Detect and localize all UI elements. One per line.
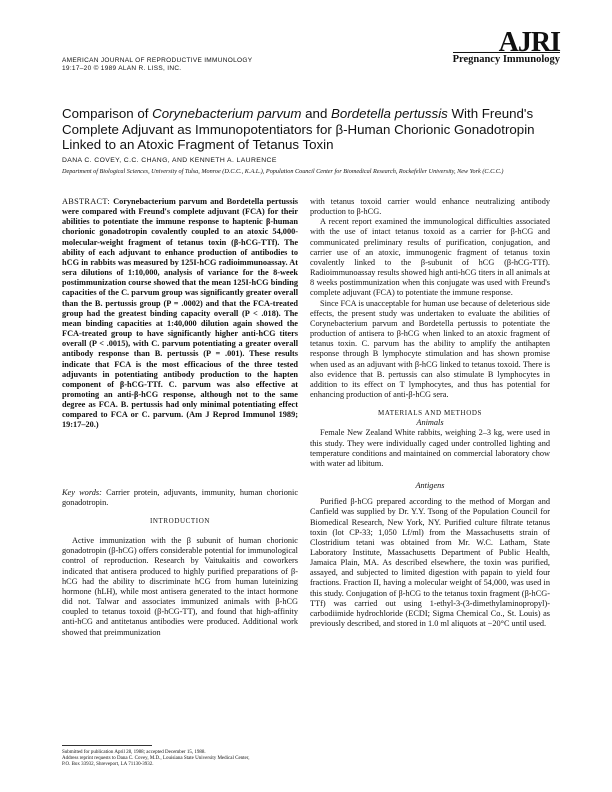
- abstract-label: ABSTRACT:: [62, 197, 110, 206]
- introduction-paragraph: Active immunization with the β subunit of human chorionic gonadotropin (β-hCG) offers considerable potential for immunological control of reproduction. Research by Vaitukaitis and coworkers indicated that antisera produced to highly purified preparations of β-hCG had the ability to discriminate hCG from human luteinizing hormone (hLH), while most antisera generated to the intact hormone did not. Talwar and associates immunized animals with β-hCG coupled to tetanus toxoid (β-hCG-TT), and found that high-affinity anti-hCG and antitetanus antibodies were produced. Additional work showed that preimmunization: [62, 536, 298, 637]
- antigens-paragraph: Purified β-hCG prepared according to the method of Morgan and Canfield was supplied by Dr. Y.Y. Tsong of the Population Council for Biomedical Research, New York, NY. Purified culture filtrate tetanus toxin (lot CP-33; 1,050 Lf/ml) from the Massachusetts strain of Clostridium tetani was obtained from Mr. W.C. Latham, State Laboratory Institute, Massachusetts Department of Public Health, Jamaica Plain, MA. As described elsewhere, the toxin was purified, assayed, and subjected to limited digestion with papain to yield four fractions. Fraction II, having a molecular weight of 54,000, was used in this study. Conjugation of β-hCG to the tetanus toxin fragment (β-hCG-TTf) was carried out using 1-ethyl-3-(3-dimethylaminopropyl)-carbodiimide hydrochloride (ECDI; Sigma Chemical Co., St. Louis) as previously described, and stored in 1.0 ml aliquots at −20°C until used.: [310, 497, 550, 629]
- journal-name: AMERICAN JOURNAL OF REPRODUCTIVE IMMUNOLOGY: [62, 57, 253, 64]
- footnote: [62, 750, 252, 768]
- journal-logo: [453, 28, 560, 65]
- keywords: [62, 488, 298, 508]
- abstract-text: Corynebacterium parvum and Bordetella pertussis were compared with Freund's complete adjuvant (FCA) for their abilities to potentiate the immune response to haptenic β-human chorionic gonadotropin covalently coupled to an atoxic 54,000-molecular-weight fragment of tetanus toxin (β-hCG-TTf). The ability of each adjuvant to enhance production of antibodies to hCG in rabbits was measured by 125I-hCG radioimmunoassay. At sera dilutions of 1:10,000, analysis of variance for the 8-week postimmunization course showed that the mean 125I-hCG binding capacities of the C. parvum group was significantly greater overall than the B. pertussis group (P = .0002) and that the FCA-treated group had the greatest binding capacity overall (P < .018). The mean binding capacities at 1:40,000 dilution again showed the FCA-treated group to have significantly higher anti-hCG titers overall (P < .0015), with C. parvum potentiating a greater overall antibody response than B. pertussis (P = .001). These results indicate that FCA is the most efficacious of the three tested adjuvants in potentiating antibody production to the hapten component of β-hCG-TTf. C. parvum was also effective at promoting an anti-β-hCG response, although not to the same degree as FCA. B. pertussis had only minimal potentiating effect compared to FCA or C. parvum. (Am J Reprod Immunol 1989; 19:17–20.): [62, 197, 298, 430]
- article-title: [62, 106, 567, 153]
- paragraph-continued: with tetanus toxoid carrier would enhance neutralizing antibody production to β-hCG.: [310, 197, 550, 217]
- footnote-reprints: Address reprint requests to Dana C. Covey, M.D., Louisiana State University Medical Center, P.O. Box 33932, Shreveport, LA 71130-3932.: [62, 756, 250, 767]
- introduction-heading: INTRODUCTION: [149, 517, 211, 525]
- footnote-submission: Submitted for publication April 28, 1988; accepted December 15, 1988.: [62, 750, 206, 755]
- keywords-label: Key words:: [62, 488, 102, 497]
- title-text-3: With Freund's Complete Adjuvant as Immunopotentiators for β-Human Chorionic Gonadotropin Linked to an Atoxic Fragment of Tetanus Toxin: [62, 106, 535, 152]
- logo-abbrev: AJRI: [498, 27, 560, 58]
- paragraph-recent-report: A recent report examined the immunological difficulties associated with the use of intact tetanus toxoid as a carrier for β-hCG and communicated preliminary results of purification, conjugation, and carrier use of an atoxic, immunogenic fragment of tetanus toxin covalently linked to the β-subunit of hCG (β-hCG-TTf). Radioimmunoassay results showed high anti-hCG titers in all animals at 8 weeks postimmunization when this conjugate was used with Freund's complete adjuvant (FCA) to potentiate the immune response.: [310, 217, 550, 298]
- animals-heading: Animals: [416, 418, 444, 428]
- journal-header: [62, 57, 252, 73]
- logo-subtitle: Pregnancy Immunology: [452, 54, 560, 65]
- introduction-section: [62, 516, 298, 638]
- footnote-rule: [62, 745, 152, 746]
- animals-paragraph: Female New Zealand White rabbits, weighing 2–3 kg, were used in this study. They were individually caged under controlled lighting and temperature conditions and maintained on commercial laboratory chow with water ad libitum.: [310, 428, 550, 468]
- title-organism-2: Bordetella pertussis: [331, 106, 448, 121]
- authors: DANA C. COVEY, C.C. CHANG, AND KENNETH A. LAURENCE: [62, 157, 277, 164]
- right-column: [310, 197, 550, 629]
- journal-citation: 19:17–20 © 1989 ALAN R. LISS, INC.: [62, 65, 182, 72]
- title-text-2: and: [301, 106, 332, 121]
- title-text-1: Comparison of: [62, 106, 153, 121]
- antigens-heading: Antigens: [415, 481, 445, 491]
- materials-heading: MATERIALS AND METHODS: [378, 409, 482, 418]
- affiliation: Department of Biological Sciences, University of Tulsa, Monroe (D.C.C., K.A.L.), Population Council Center for Biomedical Research, Rockefeller University, New York (C.C.C.): [62, 168, 504, 175]
- abstract: [62, 197, 298, 431]
- keywords-text: Carrier protein, adjuvants, immunity, human chorionic gonadotropin.: [62, 488, 298, 508]
- paragraph-study-aim: Since FCA is unacceptable for human use because of deleterious side effects, the present study was undertaken to evaluate the abilities of Corynebacterium parvum and Bordetella pertussis to potentiate the production of antisera to β-hCG when linked to an atoxic fragment of tetanus toxin. C. parvum has the ability to amplify the antihapten response through B lymphocyte stimulation and has shown promise when used as an adjuvant with β-hCG linked to tetanus toxoid. There is also evidence that B. pertussis can also stimulate B lymphocytes in addition to its effect on T lymphocytes, and thus has potential for enhancing production of anti-β-hCG sera.: [310, 298, 550, 399]
- title-organism-1: Corynebacterium parvum: [152, 106, 302, 121]
